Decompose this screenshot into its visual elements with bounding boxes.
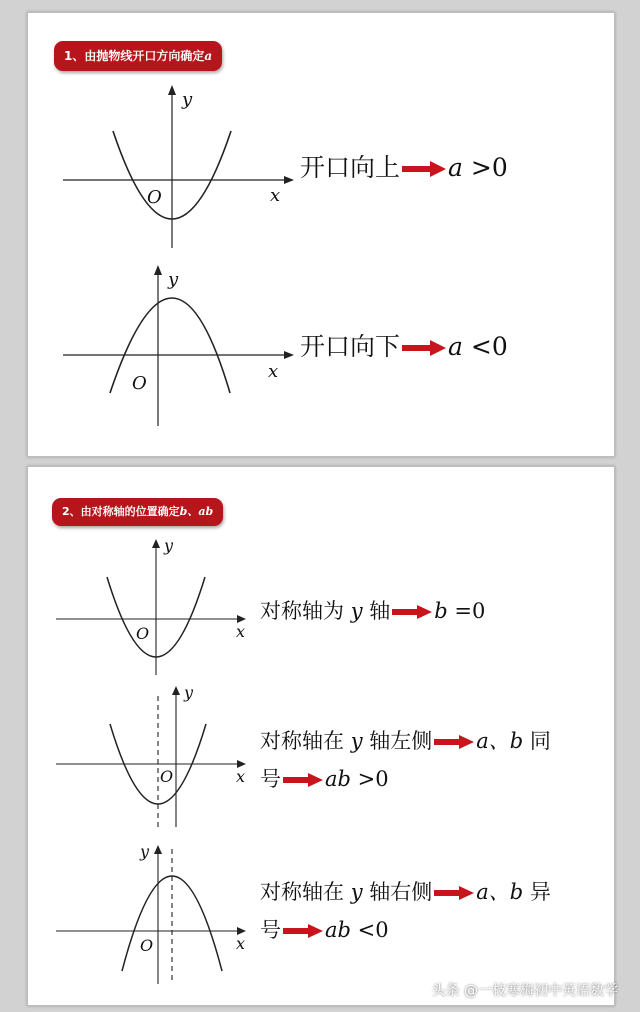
rule-axis-left-line1 (260, 722, 551, 760)
origin-label: O (136, 624, 150, 643)
rule-opens-up (300, 148, 508, 184)
section-1-badge-var: a (204, 49, 213, 63)
origin-label: O (132, 373, 147, 394)
rule-axis-right-post: 轴右侧 (362, 880, 433, 904)
rule-opens-down (300, 327, 508, 363)
x-axis-arrow (284, 351, 294, 359)
x-label: x (236, 934, 246, 953)
y-axis-arrow (152, 539, 160, 548)
red-arrow-icon (434, 886, 474, 900)
rule-axis-right-res-vars: a、b (476, 880, 524, 904)
rule-axis-left-line2-rel: >0 (350, 767, 389, 791)
rule-axis-on-y-res-var: b (434, 599, 448, 623)
parabola (110, 298, 230, 393)
rule-axis-right-line2-text: 号 (260, 918, 281, 942)
y-label: y (140, 842, 150, 861)
graph-axis-right (54, 839, 254, 989)
rule-axis-right-line2 (260, 911, 551, 949)
section-1-badge-text: 1、由抛物线开口方向确定 (64, 49, 205, 63)
graph-axis-left-svg (54, 682, 254, 832)
graph-opens-down (58, 261, 298, 431)
rule-axis-left-res-text: 同 (523, 729, 551, 753)
x-axis-arrow (284, 176, 294, 184)
section-1-panel (27, 12, 615, 457)
rule-axis-right-line2-rel: <0 (350, 918, 389, 942)
graph-opens-down-svg (58, 261, 298, 431)
y-label: y (168, 269, 179, 290)
red-arrow-icon (434, 735, 474, 749)
rule-axis-left-var: y (350, 729, 363, 753)
graph-axis-right-svg (54, 839, 254, 989)
rule-axis-left-pre: 对称轴在 (260, 729, 351, 753)
graph-axis-on-y (54, 537, 254, 677)
rule-axis-right-line1 (260, 873, 551, 911)
rule-axis-on-y-res-rel: =0 (447, 599, 486, 623)
y-label: y (164, 536, 174, 555)
red-arrow-icon (392, 605, 432, 619)
rule-axis-left-post: 轴左侧 (362, 729, 433, 753)
x-label: x (236, 622, 246, 641)
graph-opens-up (58, 83, 298, 253)
rule-axis-left-line2-var: ab (325, 767, 351, 791)
rule-axis-on-y-post: 轴 (362, 599, 391, 623)
y-axis-arrow (154, 265, 162, 275)
origin-label: O (147, 187, 162, 208)
origin-label: O (160, 767, 174, 786)
red-arrow-icon (283, 924, 323, 938)
y-label: y (184, 683, 194, 702)
graph-axis-left (54, 682, 254, 832)
section-2-badge-vars: b、ab (179, 505, 214, 518)
section-2-badge (52, 498, 223, 526)
rule-axis-right (260, 873, 551, 949)
rule-opens-down-rel: <0 (462, 332, 508, 361)
x-label: x (236, 767, 246, 786)
rule-axis-left-res-vars: a、b (476, 729, 524, 753)
graph-opens-up-svg (58, 83, 298, 253)
y-axis-arrow (172, 686, 180, 695)
red-arrow-icon (402, 340, 446, 356)
rule-axis-right-pre: 对称轴在 (260, 880, 351, 904)
rule-axis-right-line2-var: ab (325, 918, 351, 942)
origin-label: O (140, 936, 154, 955)
rule-opens-down-text: 开口向下 (300, 332, 401, 361)
red-arrow-icon (283, 773, 323, 787)
watermark: 头条 @一枝寒梅初中英语数学 (431, 983, 618, 999)
rule-axis-left-line2 (260, 760, 551, 798)
rule-opens-down-var: a (448, 332, 463, 361)
rule-axis-left-line2-text: 号 (260, 767, 281, 791)
section-2-panel (27, 466, 615, 1006)
rule-axis-right-res-text: 异 (523, 880, 551, 904)
rule-axis-on-y (260, 595, 485, 625)
rule-opens-up-rel: >0 (462, 153, 508, 182)
x-label: x (270, 185, 281, 206)
section-2-badge-text: 2、由对称轴的位置确定 (62, 505, 180, 518)
section-1-badge (54, 41, 222, 71)
red-arrow-icon (402, 161, 446, 177)
y-label: y (182, 89, 193, 110)
y-axis-arrow (154, 845, 162, 854)
rule-opens-up-text: 开口向上 (300, 153, 401, 182)
rule-axis-on-y-pre: 对称轴为 (260, 599, 351, 623)
y-axis-arrow (168, 85, 176, 95)
rule-axis-on-y-var: y (350, 599, 363, 623)
graph-axis-on-y-svg (54, 537, 254, 677)
x-label: x (268, 361, 279, 382)
rule-axis-left (260, 722, 551, 798)
rule-axis-right-var: y (350, 880, 363, 904)
rule-opens-up-var: a (448, 153, 463, 182)
